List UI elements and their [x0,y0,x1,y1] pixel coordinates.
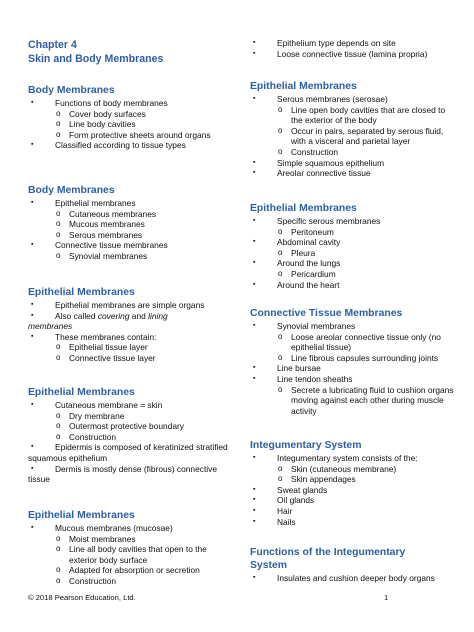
bullet-item: ▪ Line tendon sheaths [250,374,455,385]
bullet-item: ▪ Nails [250,517,455,528]
bullet-item: ▪ Insulates and cushion deeper body organs [250,573,455,584]
section-integumentary-system [250,439,455,527]
sub-bullet-item: o Epithelial tissue layer [28,342,236,353]
section-heading: Connective Tissue Membranes [250,308,403,319]
section-heading: Epithelial Membranes [28,510,135,521]
sub-bullet-item: o Serous membranes [28,230,236,241]
bullet-item: ▪ Line bursae [250,363,455,374]
bullet-item: ▪ Cutaneous membrane = skin [28,400,236,411]
bullet-item: ▪ Specific serous membranes [250,216,455,227]
sub-bullet-item: o Occur in pairs, separated by serous fluid, with a visceral and parietal layer [250,126,455,147]
sub-bullet-item: o Mucous membranes [28,219,236,230]
bullet-item: ▪ Mucous membranes (mucosae) [28,523,236,534]
text-run: and [129,310,149,321]
sub-bullet-item: o Construction [28,576,236,587]
bullet-item: ▪ Dermis is mostly dense (fibrous) connective tissue [28,464,236,485]
bullet-item: ▪ These membranes contain: [28,332,236,343]
bullet-item: ▪ Integumentary system consists of the: [250,453,455,464]
section-heading: Epithelial Membranes [250,81,357,92]
text-run: Also called [55,310,98,321]
section-heading: Functions of the Integumentary [250,547,406,558]
section-body-membranes-2 [28,184,236,262]
bullet-item: ▪ Synovial membranes [250,321,455,332]
sub-bullet-item: o Line body cavities [28,119,236,130]
sub-bullet-item: o Construction [250,147,455,158]
emphasis-lining: lining [148,310,168,321]
section-connective-tissue-membranes [250,307,455,416]
sub-bullet-item: o Line open body cavities that are closed to the exterior of the body [250,105,455,126]
sub-bullet-item: o Line fibrous capsules surrounding joints [250,353,455,364]
bullet-continuation [28,321,236,332]
page-number: 1 [384,593,389,602]
sub-bullet-item: o Connective tissue layer [28,353,236,364]
bullet-item: ▪ Loose connective tissue (lamina propria) [250,49,455,60]
sub-bullet-item: o Construction [28,432,236,443]
section-epithelial-membranes-3 [28,509,236,587]
bullet-item: ▪ Simple squamous epithelium [250,158,455,169]
section-heading: Integumentary System [250,440,362,451]
sub-bullet-item: o Skin (cutaneous membrane) [250,464,455,475]
sub-bullet-item: o Pleura [250,248,455,259]
chapter-title [28,39,236,66]
bullet-item: ▪ Around the heart [250,280,455,291]
section-heading: Epithelial Membranes [250,203,357,214]
section-body-membranes-1 [28,84,236,151]
sub-bullet-item: o Cutaneous membranes [28,209,236,220]
bullet-item: ▪ Connective tissue membranes [28,240,236,251]
chapter-name: Skin and Body Membranes [28,52,164,65]
sub-bullet-item: o Peritoneum [250,227,455,238]
bullet-item: ▪ Hair [250,506,455,517]
continued-bullets [250,38,455,59]
bullet-item: ▪ Sweat glands [250,485,455,496]
copyright-footer: © 2018 Pearson Education, Ltd. [28,593,136,602]
sub-bullet-item: o Loose areolar connective tissue only (no epithelial tissue) [250,332,455,353]
section-functions-integumentary [250,546,455,584]
sub-bullet-item: o Moist membranes [28,534,236,545]
section-heading: Body Membranes [28,85,115,96]
bullet-item: ▪ Epithelial membranes [28,198,236,209]
sub-bullet-item: o Synovial membranes [28,251,236,262]
bullet-item: ▪ Epithelium type depends on site [250,38,455,49]
chapter-number: Chapter 4 [28,39,77,51]
sub-bullet-item: o Outermost protective boundary [28,421,236,432]
bullet-item: ▪ Serous membranes (serosae) [250,94,455,105]
bullet-item: ▪ Epithelial membranes are simple organs [28,300,236,311]
bullet-item: ▪ Around the lungs [250,258,455,269]
sub-bullet-item: o Line all body cavities that open to the exterior body surface [28,544,236,565]
section-epithelial-membranes-1 [28,286,236,364]
bullet-item: ▪ Epidermis is composed of keratinized stratified squamous epithelium [28,442,236,463]
bullet-item: ▪ Abdominal cavity [250,237,455,248]
bullet-item [28,311,236,322]
sub-bullet-item: o Form protective sheets around organs [28,130,236,141]
sub-bullet-item: o Secrete a lubricating fluid to cushion organs moving against each other during muscle activity [250,385,455,417]
emphasis-membranes: membranes [28,321,73,332]
section-epithelial-membranes-4 [250,80,455,179]
section-heading: Epithelial Membranes [28,287,135,298]
section-heading: Body Membranes [28,185,115,196]
bullet-item: ▪ Classified according to tissue types [28,140,236,151]
sub-bullet-item: o Skin appendages [250,474,455,485]
sub-bullet-item: o Cover body surfaces [28,109,236,120]
section-heading: Epithelial Membranes [28,387,135,398]
section-epithelial-membranes-2 [28,386,236,485]
sub-bullet-item: o Adapted for absorption or secretion [28,565,236,576]
bullet-item: ▪ Oil glands [250,495,455,506]
sub-bullet-item: o Dry membrane [28,411,236,422]
bullet-item: ▪ Areolar connective tissue [250,168,455,179]
emphasis-covering: covering [97,310,130,321]
section-heading-continued: System [250,560,287,571]
sub-bullet-item: o Pericardium [250,269,455,280]
bullet-item: ▪ Functions of body membranes [28,98,236,109]
section-epithelial-membranes-5 [250,202,455,290]
